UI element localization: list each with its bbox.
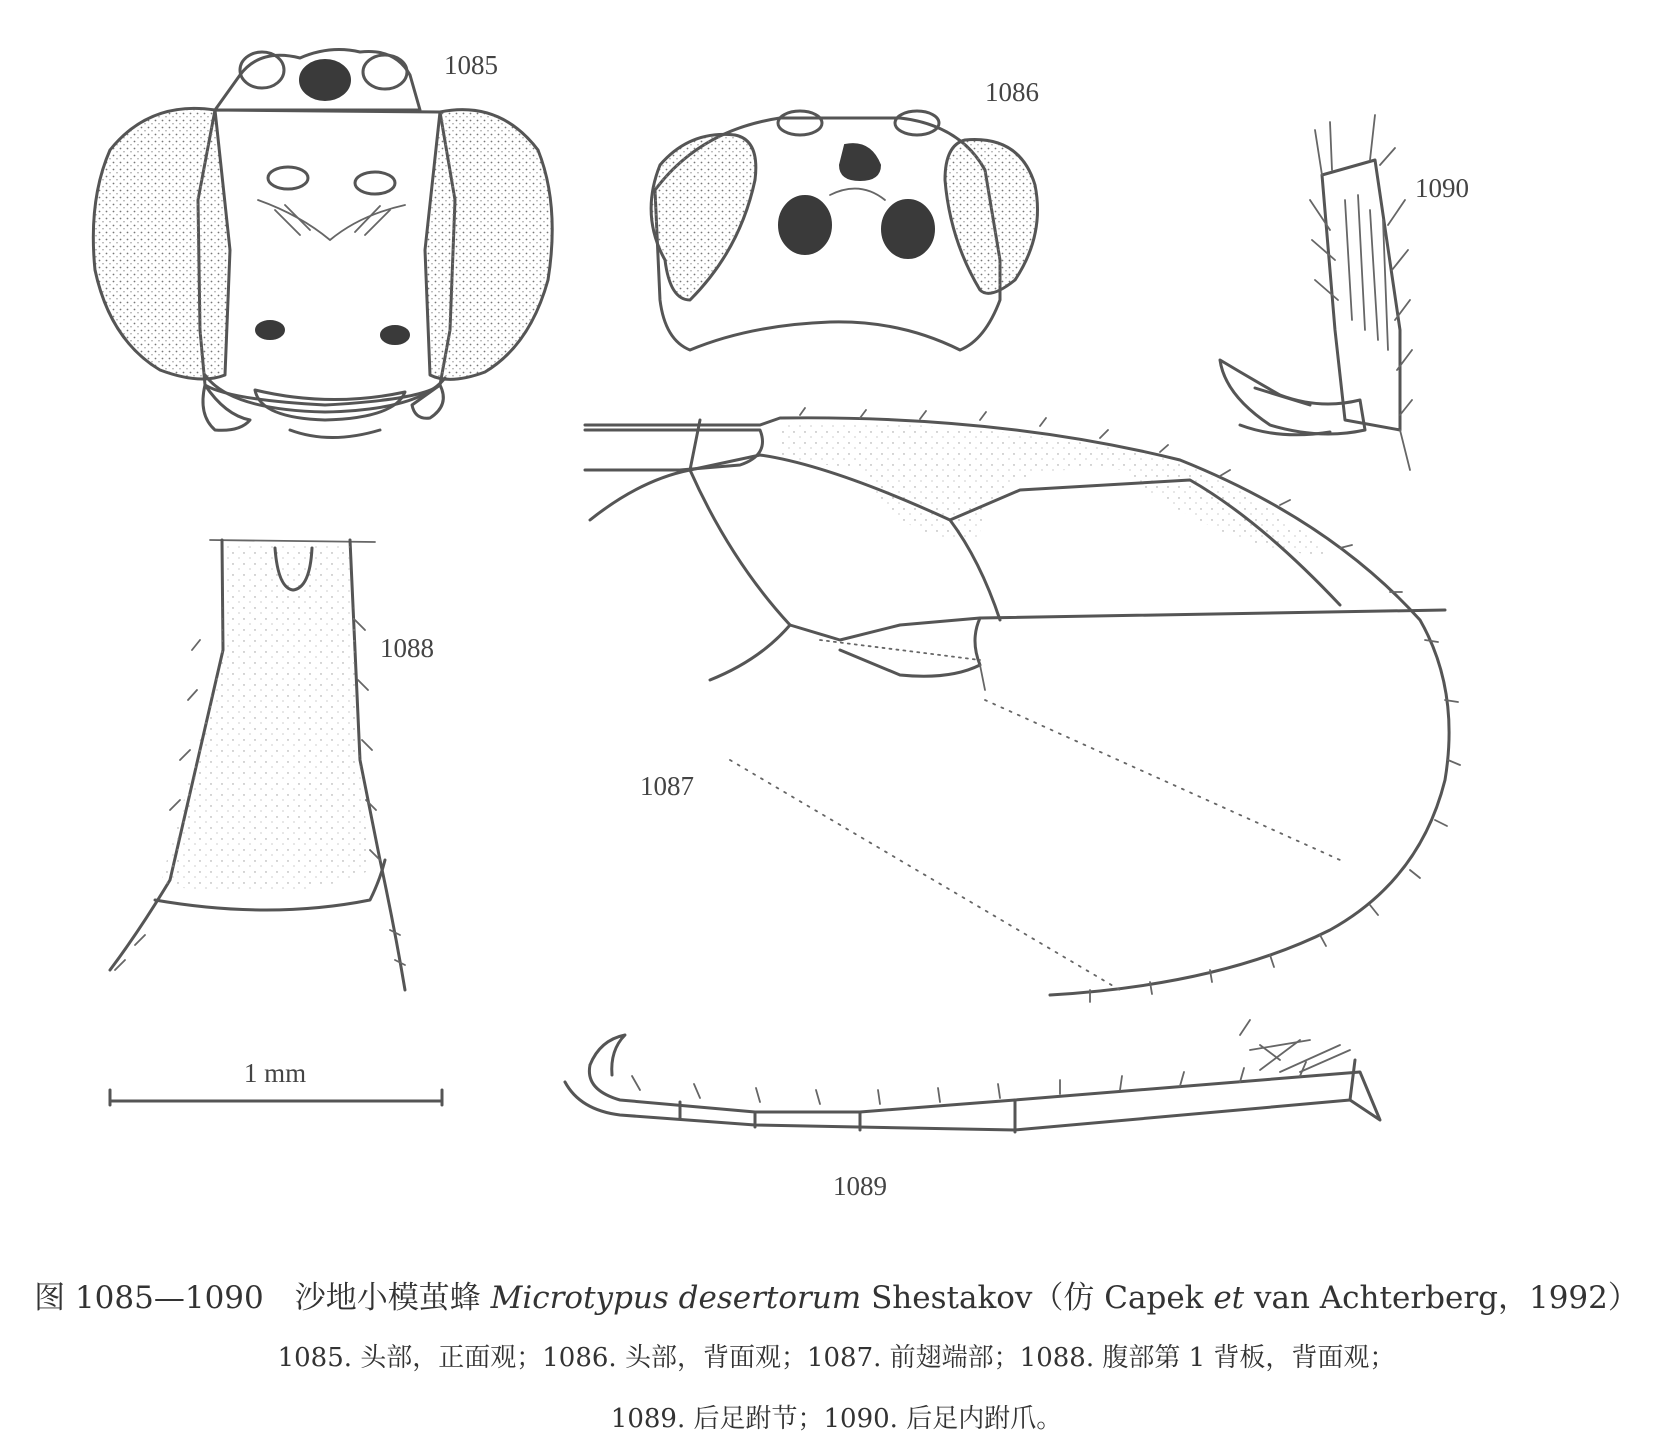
fig-1088-label: 1088 [380,633,434,663]
fig-1089-label: 1089 [833,1171,887,1201]
fore-wing-apex-drawing [585,408,1460,1002]
fig-1087-label: 1087 [640,771,694,801]
fig-1086-label: 1086 [985,77,1039,107]
caption-et: et [1213,1280,1245,1316]
hind-tarsus-drawing [565,1020,1380,1132]
figure-caption-line-2: 1089. 后足跗节；1090. 后足内跗爪。 [610,1404,1063,1434]
head-dorsal-view-drawing [651,111,1037,350]
head-frontal-view-drawing [93,50,552,438]
scale-bar [110,1090,442,1105]
caption-author: Shestakov（仿 Capek [871,1280,1204,1316]
scale-bar-label: 1 mm [243,1058,307,1088]
caption-species-name: Microtypus desertorum [490,1280,862,1316]
first-tergite-drawing [110,540,405,990]
fig-1090-label: 1090 [1415,173,1469,203]
figure-caption-line-1: 1085. 头部，正面观；1086. 头部，背面观；1087. 前翅端部；1088. 腹部第 1 背板，背面观； [277,1343,1396,1373]
hind-claw-drawing [1220,115,1412,470]
caption-prefix: 图 1085—1090 沙地小模茧蜂 [34,1280,481,1316]
fig-1085-label: 1085 [444,50,498,80]
caption-source: van Achterberg，1992） [1253,1280,1639,1316]
figure-caption-title [0,1272,1673,1317]
